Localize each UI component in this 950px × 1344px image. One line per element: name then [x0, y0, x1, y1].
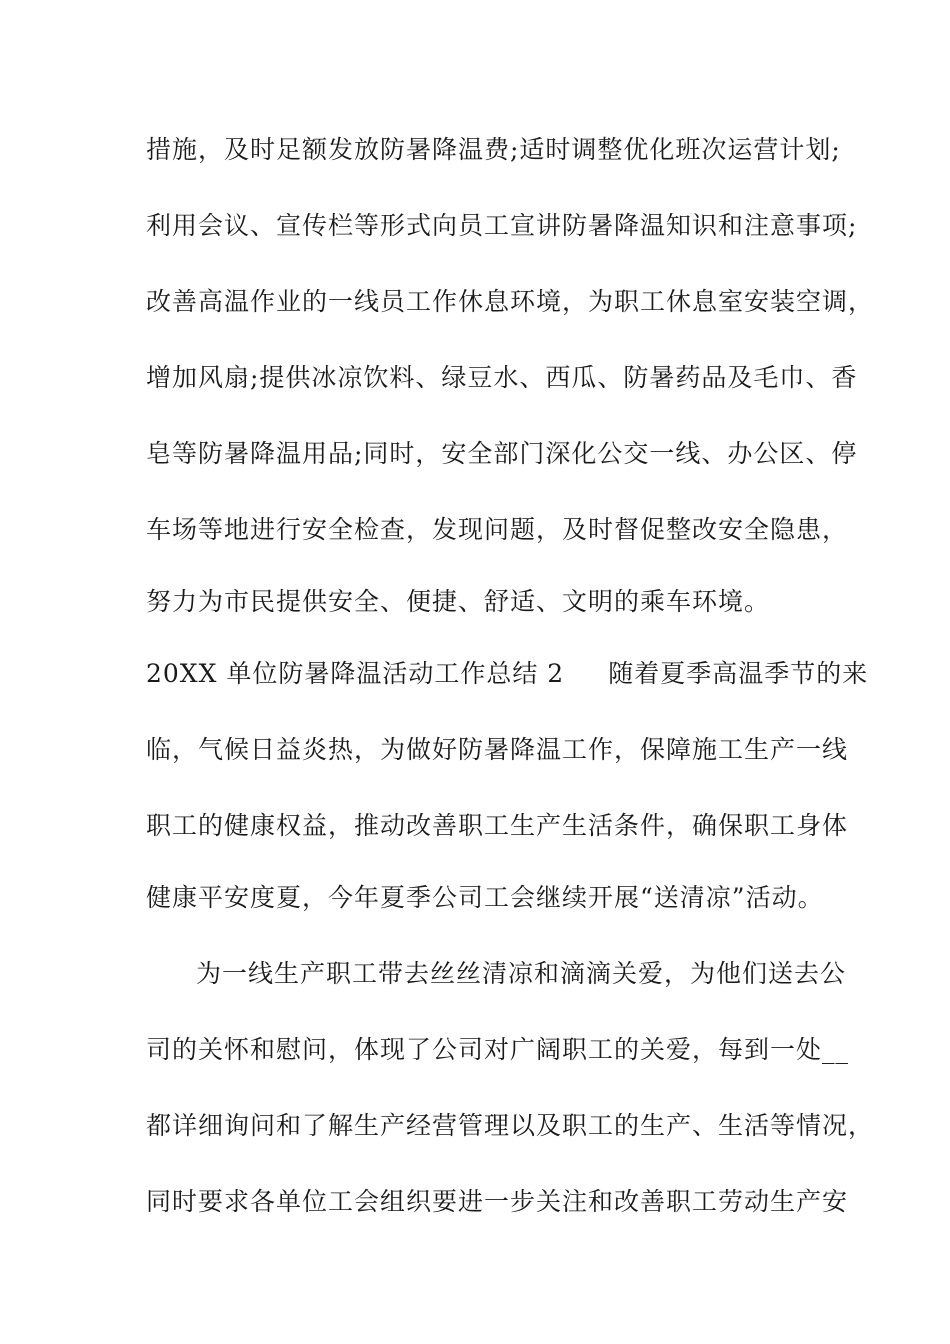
body-text-line: 同时要求各单位工会组织要进一步关注和改善职工劳动生产安 [146, 1187, 849, 1216]
body-text-line: 改善高温作业的一线员工作休息环境，为职工休息室安装空调， [146, 287, 875, 316]
body-text-line: 职工的健康权益，推动改善职工生产生活条件，确保职工身体 [146, 811, 849, 840]
body-text-line: 健康平安度夏，今年夏季公司工会继续开展“送清凉”活动。 [146, 883, 824, 912]
paragraph-first-line: 为一线生产职工带去丝丝清凉和滴滴关爱，为他们送去公 [196, 959, 847, 988]
section-first-line: 随着夏季高温季节的来 [608, 659, 869, 688]
body-text-line: 车场等地进行安全检查，发现问题，及时督促整改安全隐患， [146, 515, 849, 544]
body-text-line: 利用会议、宣传栏等形式向员工宣讲防暑降温知识和注意事项; [146, 211, 858, 240]
section-title: 20XX 单位防暑降温活动工作总结 2 [146, 659, 565, 688]
body-text-line: 皂等防暑降温用品;同时，安全部门深化公交一线、办公区、停 [146, 439, 858, 468]
body-text-line: 都详细询问和了解生产经营管理以及职工的生产、生活等情况， [146, 1111, 875, 1140]
body-text-line: 措施，及时足额发放防暑降温费;适时调整优化班次运营计划; [146, 135, 841, 164]
body-text-line: 临，气候日益炎热，为做好防暑降温工作，保障施工生产一线 [146, 735, 849, 764]
body-text-line: 司的关怀和慰问，体现了公司对广阔职工的关爱，每到一处__ [146, 1035, 850, 1064]
section-heading-line [146, 658, 869, 690]
body-text-line: 努力为市民提供安全、便捷、舒适、文明的乘车环境。 [146, 587, 771, 616]
body-text-line: 增加风扇;提供冰凉饮料、绿豆水、西瓜、防暑药品及毛巾、香 [146, 363, 858, 392]
